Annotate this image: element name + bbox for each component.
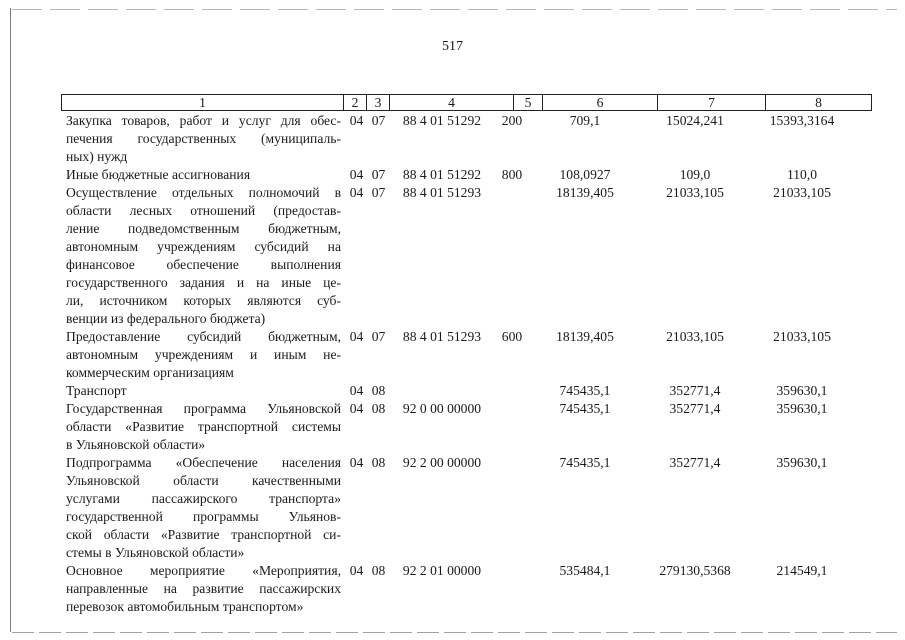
- row-name-line: ли, источником которых являются суб-: [66, 293, 341, 308]
- row-name-line: Транспорт: [66, 383, 127, 398]
- subsection-code: 07: [371, 185, 386, 200]
- expense-type: 600: [501, 329, 523, 344]
- amount-col-8: 21033,105: [773, 329, 831, 344]
- table-body: [66, 112, 856, 616]
- subsection-code: 07: [371, 329, 386, 344]
- table-row: [66, 454, 856, 562]
- scan-edge-top: [12, 9, 897, 10]
- row-name-line: направленные на развитие пассажирских: [66, 581, 341, 596]
- row-name-line: ление подведомственным бюджетным,: [66, 221, 341, 236]
- page-number: 517: [442, 39, 463, 54]
- row-name: [66, 562, 341, 616]
- amount-col-6: 745435,1: [559, 455, 611, 470]
- amount-col-6: 108,0927: [559, 167, 611, 182]
- section-code: 04: [349, 167, 364, 182]
- amount-col-6: 535484,1: [559, 563, 611, 578]
- amount-col-7: 21033,105: [666, 185, 724, 200]
- row-name-line: автономным учреждениям и иным не-: [66, 347, 341, 362]
- row-name: [66, 328, 341, 382]
- row-name: [66, 382, 341, 400]
- target-article: 88 4 01 51292: [402, 167, 482, 182]
- section-code: 04: [349, 563, 364, 578]
- row-name-line: Предоставление субсидий бюджетным,: [66, 329, 341, 344]
- subsection-code: 08: [371, 401, 386, 416]
- amount-col-7: 352771,4: [669, 455, 721, 470]
- expense-type: 200: [501, 113, 523, 128]
- amount-col-6: 18139,405: [556, 329, 614, 344]
- scan-edge-bottom: [12, 632, 897, 633]
- row-name-line: печения государственных (муниципаль-: [66, 131, 341, 146]
- header-col-6: 6: [542, 95, 657, 110]
- row-name-line: Ульяновской области качественными: [66, 473, 341, 488]
- row-name-line: Осуществление отдельных полномочий в: [66, 185, 341, 200]
- row-name-line: государственной программы Ульянов-: [66, 509, 341, 524]
- amount-col-8: 359630,1: [776, 383, 828, 398]
- amount-col-6: 745435,1: [559, 383, 611, 398]
- row-name-line: ской области «Развитие транспортной си-: [66, 527, 341, 542]
- row-name-line: Государственная программа Ульяновской: [66, 401, 341, 416]
- row-name: [66, 454, 341, 562]
- amount-col-8: 359630,1: [776, 401, 828, 416]
- target-article: 92 2 00 00000: [402, 455, 482, 470]
- subsection-code: 07: [371, 113, 386, 128]
- amount-col-8: 15393,3164: [769, 113, 835, 128]
- row-name-line: области лесных отношений (предостав-: [66, 203, 341, 218]
- amount-col-7: 109,0: [679, 167, 711, 182]
- header-col-8: 8: [765, 95, 871, 110]
- row-name-line: Основное мероприятие «Мероприятия,: [66, 563, 341, 578]
- target-article: 88 4 01 51293: [402, 329, 482, 344]
- target-article: 88 4 01 51292: [402, 113, 482, 128]
- amount-col-7: 21033,105: [666, 329, 724, 344]
- table-row: [66, 382, 856, 400]
- amount-col-6: 745435,1: [559, 401, 611, 416]
- table-row: [66, 166, 856, 184]
- header-col-3: 3: [366, 95, 389, 110]
- row-name: [66, 112, 341, 166]
- row-name: [66, 400, 341, 454]
- row-name-line: государственного задания и на иные це-: [66, 275, 341, 290]
- row-name-line: услугами пассажирского транспорта»: [66, 491, 341, 506]
- table-header: [61, 94, 872, 111]
- row-name-line: ных) нужд: [66, 149, 128, 164]
- subsection-code: 08: [371, 455, 386, 470]
- amount-col-7: 15024,241: [666, 113, 724, 128]
- row-name-line: Закупка товаров, работ и услуг для обес-: [66, 113, 341, 128]
- amount-col-8: 214549,1: [776, 563, 828, 578]
- expense-type: 800: [501, 167, 523, 182]
- table-row: [66, 184, 856, 328]
- row-name-line: Подпрограмма «Обеспечение населения: [66, 455, 341, 470]
- amount-col-7: 352771,4: [669, 383, 721, 398]
- row-name: [66, 184, 341, 328]
- row-name: [66, 166, 341, 184]
- amount-col-6: 18139,405: [556, 185, 614, 200]
- section-code: 04: [349, 329, 364, 344]
- row-name-line: стемы в Ульяновской области»: [66, 545, 245, 560]
- row-name-line: автономным учреждениям субсидий на: [66, 239, 341, 254]
- target-article: 92 2 01 00000: [402, 563, 482, 578]
- amount-col-6: 709,1: [569, 113, 601, 128]
- amount-col-7: 279130,5368: [659, 563, 731, 578]
- subsection-code: 08: [371, 563, 386, 578]
- header-col-4: 4: [389, 95, 513, 110]
- table-row: [66, 112, 856, 166]
- section-code: 04: [349, 113, 364, 128]
- row-name-line: Иные бюджетные ассигнования: [66, 167, 251, 182]
- section-code: 04: [349, 383, 364, 398]
- subsection-code: 08: [371, 383, 386, 398]
- header-col-5: 5: [513, 95, 542, 110]
- amount-col-7: 352771,4: [669, 401, 721, 416]
- table-row: [66, 400, 856, 454]
- section-code: 04: [349, 185, 364, 200]
- target-article: 88 4 01 51293: [402, 185, 482, 200]
- row-name-line: финансовое обеспечение выполнения: [66, 257, 341, 272]
- header-col-2: 2: [343, 95, 366, 110]
- row-name-line: перевозок автомобильным транспортом»: [66, 599, 304, 614]
- table-row: [66, 328, 856, 382]
- scan-edge-left: [10, 8, 11, 632]
- section-code: 04: [349, 455, 364, 470]
- header-col-1: 1: [199, 95, 206, 110]
- row-name-line: венции из федерального бюджета): [66, 311, 266, 326]
- amount-col-8: 110,0: [786, 167, 818, 182]
- subsection-code: 07: [371, 167, 386, 182]
- row-name-line: коммерческим организациям: [66, 365, 234, 380]
- amount-col-8: 21033,105: [773, 185, 831, 200]
- target-article: 92 0 00 00000: [402, 401, 482, 416]
- row-name-line: области «Развитие транспортной системы: [66, 419, 341, 434]
- header-col-7: 7: [657, 95, 765, 110]
- section-code: 04: [349, 401, 364, 416]
- row-name-line: в Ульяновской области»: [66, 437, 206, 452]
- amount-col-8: 359630,1: [776, 455, 828, 470]
- table-row: [66, 562, 856, 616]
